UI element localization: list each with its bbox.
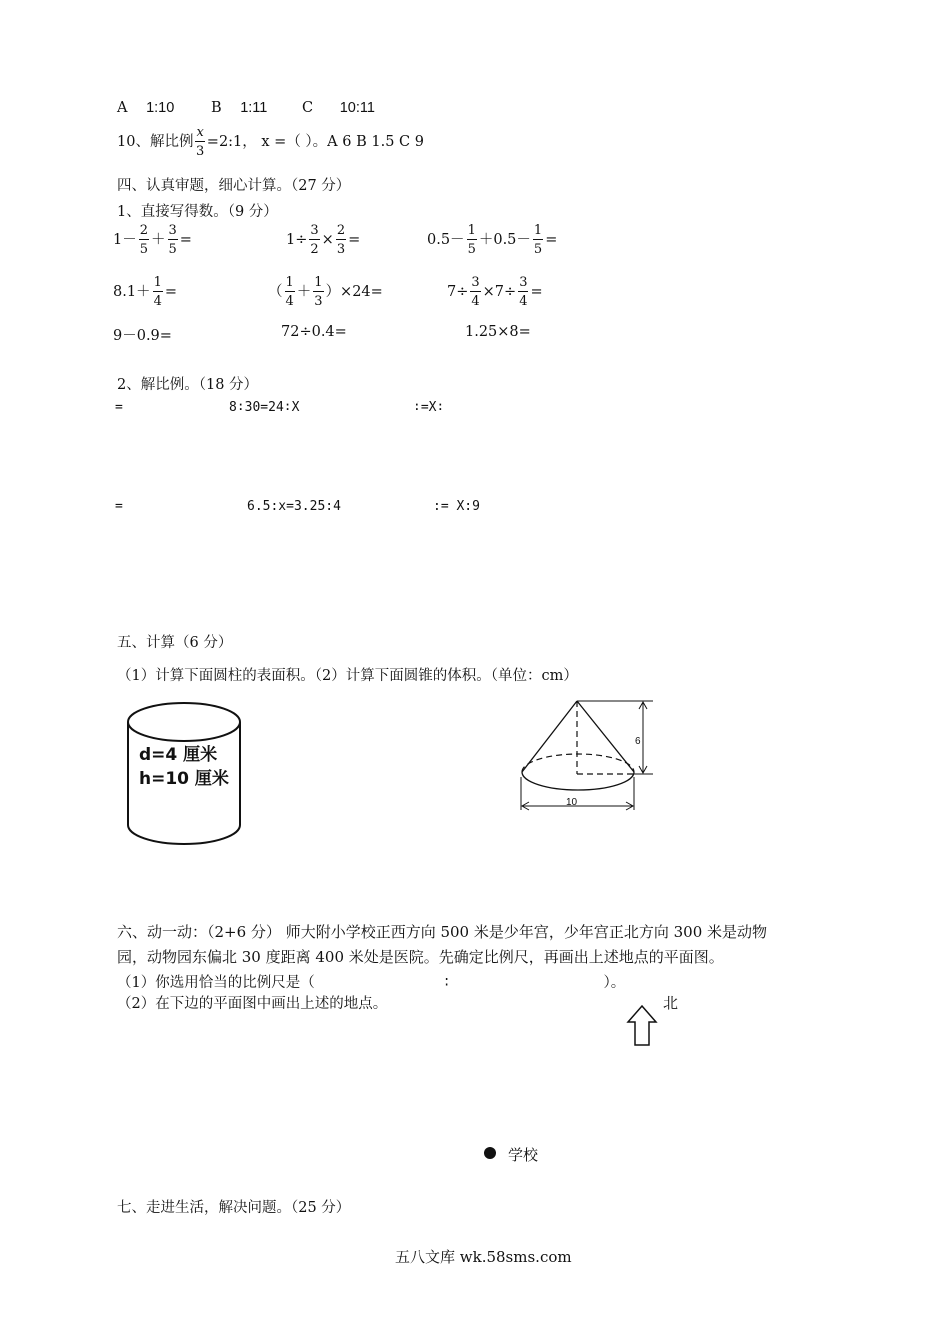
section-4-title: 四、认真审题，细心计算。（27 分） xyxy=(117,178,351,194)
section-6-line2: 园，动物园东偏北 30 度距离 400 米处是医院。先确定比例尺，再画出上述地点的平面图。 xyxy=(117,948,724,966)
section-5-title: 五、计算（6 分） xyxy=(117,635,233,651)
calc-r2c3: 7÷ $\frac{3}{4}$ ×7÷ $\frac{3}{4}$ = xyxy=(447,275,543,309)
section-4-sub2: 2、解比例。（18 分） xyxy=(117,377,259,393)
north-arrow-icon xyxy=(625,1004,659,1048)
cylinder-diameter-label: d=4 厘米 xyxy=(139,745,218,765)
footer-watermark: 五八文库 wk.58sms.com xyxy=(395,1248,572,1266)
section-6-q2: （2）在下边的平面图中画出上述的地点。 xyxy=(117,996,388,1012)
section-6-q1: （1）你选用恰当的比例尺是（ ∶ ）。 xyxy=(117,975,626,991)
option-b-letter: B xyxy=(210,100,222,116)
school-label: 学校 xyxy=(508,1146,539,1164)
proportion-5: 6.5:x=3.25:4 xyxy=(247,499,341,514)
cone-figure xyxy=(515,695,665,817)
cylinder-height-label: h=10 厘米 xyxy=(139,769,229,789)
option-c-value: 10:11 xyxy=(339,100,375,116)
calc-r1c2: 1÷ $\frac{3}{2}$ × $\frac{2}{3}$ = xyxy=(286,223,361,257)
calc-r2c1: 8.1＋ $\frac{1}{4}$ = xyxy=(113,275,177,309)
option-a-letter: A xyxy=(117,100,128,116)
cone-width-label: 10 xyxy=(566,797,578,808)
option-a-value: 1:10 xyxy=(146,100,175,116)
school-dot xyxy=(484,1147,496,1159)
calc-r3c1: 9－0.9= xyxy=(113,328,172,344)
section-6-line1: 六、动一动：（2+6 分） 师大附小学校正西方向 500 米是少年宫，少年宫正北方向 300 米是动物 xyxy=(117,923,768,941)
option-c-letter: C xyxy=(301,100,314,116)
proportion-6: := X:9 xyxy=(433,499,480,514)
question-10: 10、解比例 $\frac{x}{3}$ =2:1， x =（ ）。A 6 B 1.5 C 9 xyxy=(117,125,424,159)
section-5-desc: （1）计算下面圆柱的表面积。（2）计算下面圆锥的体积。（单位：cm） xyxy=(117,668,578,684)
calc-r1c3: 0.5－ $\frac{1}{5}$ ＋0.5－ $\frac{1}{5}$ = xyxy=(427,223,558,257)
north-label: 北 xyxy=(663,994,679,1012)
proportion-4: = xyxy=(115,499,123,514)
calc-r3c2: 72÷0.4= xyxy=(281,324,347,340)
proportion-2: 8∶30=24∶X xyxy=(229,400,300,415)
q9-options xyxy=(117,100,375,116)
fraction: $\frac{x}{3}$ xyxy=(195,125,205,159)
section-4-sub1: 1、直接写得数。（9 分） xyxy=(117,204,278,220)
cone-height-label: 6 xyxy=(635,736,641,747)
calc-r1c1: 1－ $\frac{2}{5}$ ＋ $\frac{3}{5}$ = xyxy=(113,223,192,257)
option-b-value: 1:11 xyxy=(240,100,268,116)
proportion-1: = xyxy=(115,400,123,415)
calc-r2c2: （ $\frac{1}{4}$ ＋ $\frac{1}{3}$ ）×24= xyxy=(268,275,383,309)
proportion-3: ∶=X∶ xyxy=(413,400,445,415)
section-7-title: 七、走进生活，解决问题。（25 分） xyxy=(117,1200,351,1216)
calc-r3c3: 1.25×8= xyxy=(465,324,531,340)
